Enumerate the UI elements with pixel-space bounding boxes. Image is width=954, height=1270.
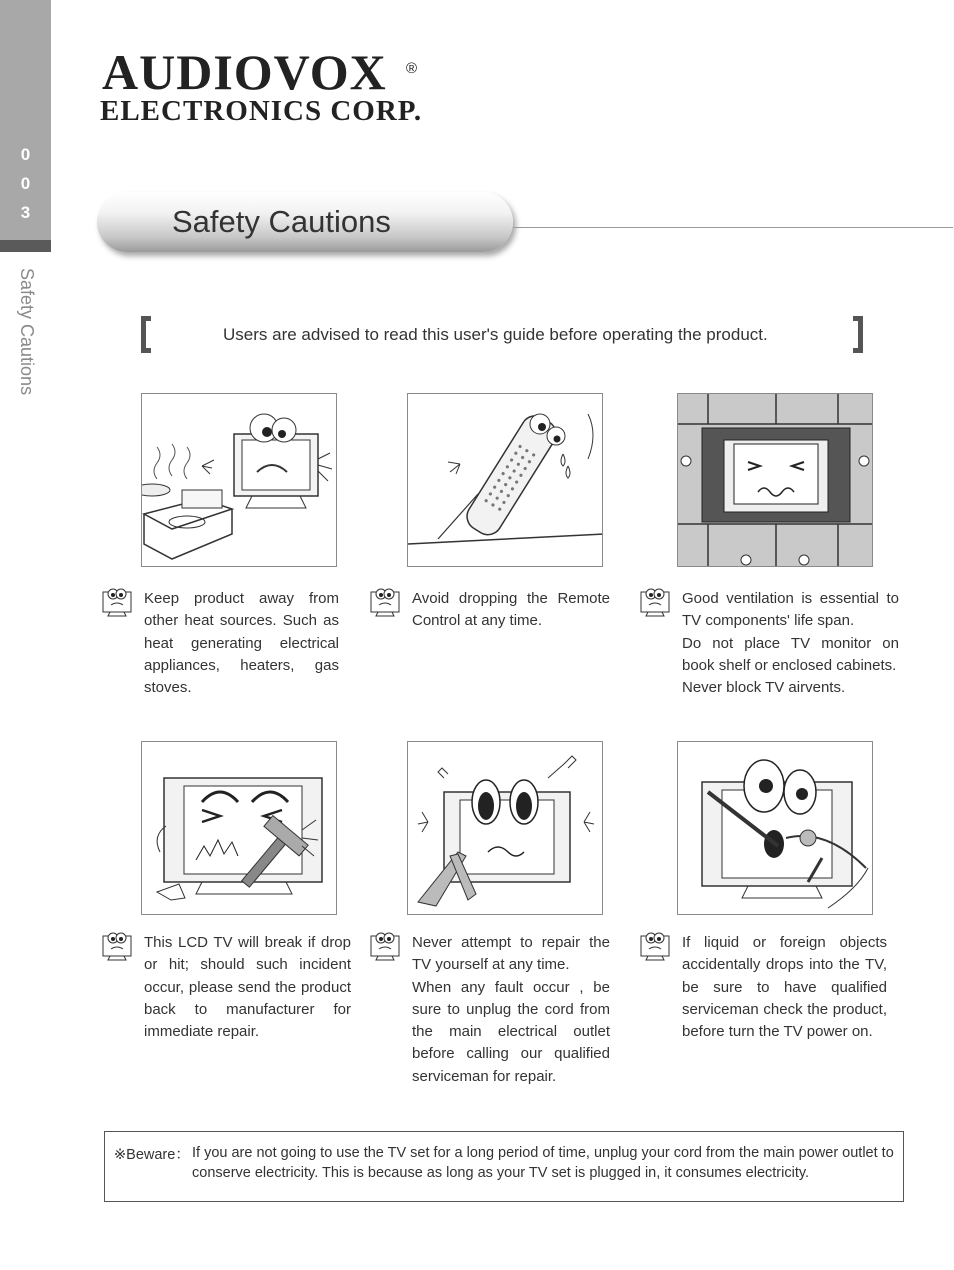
caption-remote-drop [412, 588, 610, 633]
caption-hammer-break [144, 932, 351, 1043]
intro-text: Users are advised to read this user's guide before operating the product. [223, 325, 768, 344]
page-digit: 0 [20, 145, 31, 164]
caption-line: Keep product away from other heat sources. Such as heat generating electrical appliances, heaters, gas stoves. [144, 590, 339, 697]
page-title: Safety Cautions [172, 204, 391, 239]
caption-line: Never block TV airvents. [682, 679, 846, 697]
caption-line: If liquid or foreign objects accidentally drops into the TV, be sure to have qualified serviceman check the product, before turn the TV power on. [682, 934, 887, 1041]
repair-tools-illustration [407, 741, 603, 915]
beware-text: If you are not going to use the TV set for a long period of time, unplug your cord from the main power outlet to conserve electricity. This is because as long as your TV set is plugged in, it consumes electricity. [192, 1145, 894, 1181]
page-number [0, 140, 51, 227]
side-section-label: Safety Cautions [17, 268, 37, 396]
ventilation-illustration [677, 393, 873, 567]
caption-line: Never attempt to repair the TV yourself at any time. [412, 934, 610, 974]
liquid-straw-illustration [677, 741, 873, 915]
heat-sources-illustration [141, 393, 337, 567]
caption-ventilation [682, 588, 899, 699]
tv-face-icon [100, 584, 134, 618]
caption-heat-sources [144, 588, 339, 699]
banner-rule [513, 227, 953, 228]
tv-face-icon [100, 928, 134, 962]
left-bracket-icon [141, 316, 151, 353]
caption-repair [412, 932, 610, 1088]
side-tab-strip [0, 240, 51, 252]
page-digit: 0 [20, 174, 31, 193]
caption-line: This LCD TV will break if drop or hit; should such incident occur, please send the product back to manufacturer for immediate repair. [144, 934, 351, 1041]
caption-line: Good ventilation is essential to TV components' life span. [682, 590, 899, 630]
tv-face-icon [368, 928, 402, 962]
caption-line: When any fault occur , be sure to unplug the cord from the main electrical outlet before calling our qualified serviceman for repair. [412, 978, 610, 1085]
brand-logo: AUDIOVOX [102, 44, 387, 100]
tv-face-icon [638, 928, 672, 962]
brand-subtitle: ELECTRONICS CORP. [100, 95, 423, 127]
beware-label: ※Beware： [114, 1147, 190, 1163]
caption-line: Avoid dropping the Remote Control at any time. [412, 590, 610, 630]
tv-face-icon [638, 584, 672, 618]
page-digit: 3 [20, 203, 31, 222]
caption-liquid [682, 932, 887, 1043]
hammer-break-illustration [141, 741, 337, 915]
right-bracket-icon [853, 316, 863, 353]
caption-line: Do not place TV monitor on book shelf or enclosed cabinets. [682, 634, 899, 674]
remote-drop-illustration [407, 393, 603, 567]
tv-face-icon [368, 584, 402, 618]
registered-mark: ® [406, 60, 418, 77]
